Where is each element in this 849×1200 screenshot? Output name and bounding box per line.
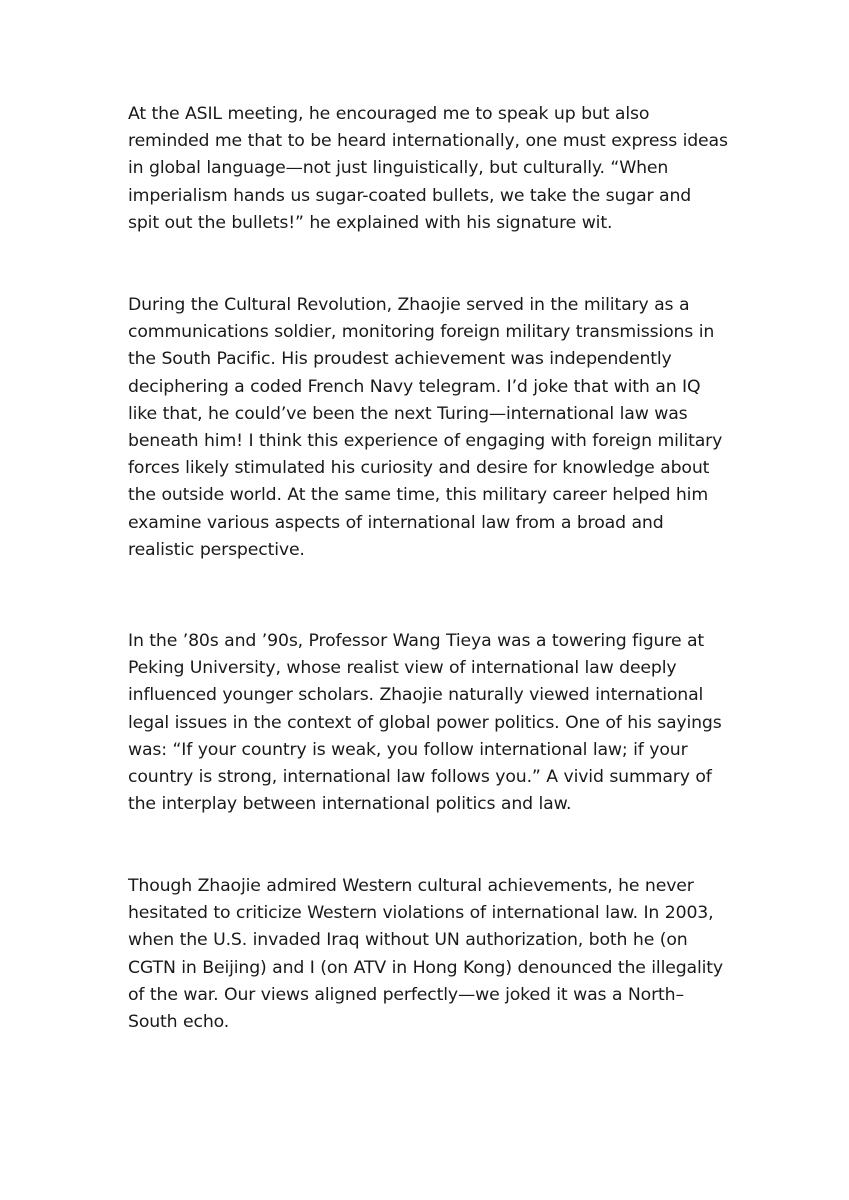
- text-line: influenced younger scholars. Zhaojie naturally viewed international: [128, 685, 704, 706]
- text-line: legal issues in the context of global power politics. One of his sayings: [128, 712, 722, 733]
- text-line: communications soldier, monitoring foreign military transmissions in: [128, 322, 715, 343]
- text-line: was: “If your country is weak, you follow international law; if your: [128, 739, 688, 760]
- text-line: realistic perspective.: [128, 539, 305, 560]
- text-line: hesitated to criticize Western violations of international law. In 2003,: [128, 903, 714, 924]
- text-line: when the U.S. invaded Iraq without UN authorization, both he (on: [128, 930, 688, 951]
- text-line: the outside world. At the same time, this military career helped him: [128, 485, 709, 506]
- paragraph-asil-meeting: [128, 101, 728, 237]
- text-line: the South Pacific. His proudest achievement was independently: [128, 349, 672, 370]
- text-line: South echo.: [128, 1012, 230, 1033]
- text-line: During the Cultural Revolution, Zhaojie served in the military as a: [128, 295, 690, 315]
- text-line: imperialism hands us sugar-coated bullets, we take the sugar and: [128, 185, 692, 206]
- text-line: Peking University, whose realist view of international law deeply: [128, 658, 677, 679]
- paragraph-wang-tieya: [128, 628, 728, 818]
- text-line: country is strong, international law follows you.” A vivid summary of: [128, 767, 712, 788]
- paragraph-cultural-revolution: [128, 292, 728, 564]
- text-line: in global language—not just linguistically, but culturally. “When: [128, 158, 669, 179]
- text-line: forces likely stimulated his curiosity and desire for knowledge about: [128, 458, 710, 479]
- text-line: In the ’80s and ’90s, Professor Wang Tieya was a towering figure at: [128, 631, 705, 651]
- text-line: spit out the bullets!” he explained with his signature wit.: [128, 212, 613, 233]
- text-line: deciphering a coded French Navy telegram. I’d joke that with an IQ: [128, 376, 701, 397]
- text-line: like that, he could’ve been the next Turing—international law was: [128, 403, 688, 424]
- text-line: Though Zhaojie admired Western cultural achievements, he never: [128, 876, 694, 896]
- text-line: beneath him! I think this experience of engaging with foreign military: [128, 431, 723, 452]
- text-line: of the war. Our views aligned perfectly—we joked it was a North–: [128, 984, 684, 1005]
- text-line: At the ASIL meeting, he encouraged me to speak up but also: [128, 104, 650, 124]
- text-line: the interplay between international politics and law.: [128, 794, 572, 815]
- text-line: reminded me that to be heard internationally, one must express ideas: [128, 131, 728, 152]
- text-line: CGTN in Beijing) and I (on ATV in Hong Kong) denounced the illegality: [128, 957, 723, 978]
- text-line: examine various aspects of international law from a broad and: [128, 512, 664, 533]
- paragraph-iraq-war: [128, 873, 728, 1036]
